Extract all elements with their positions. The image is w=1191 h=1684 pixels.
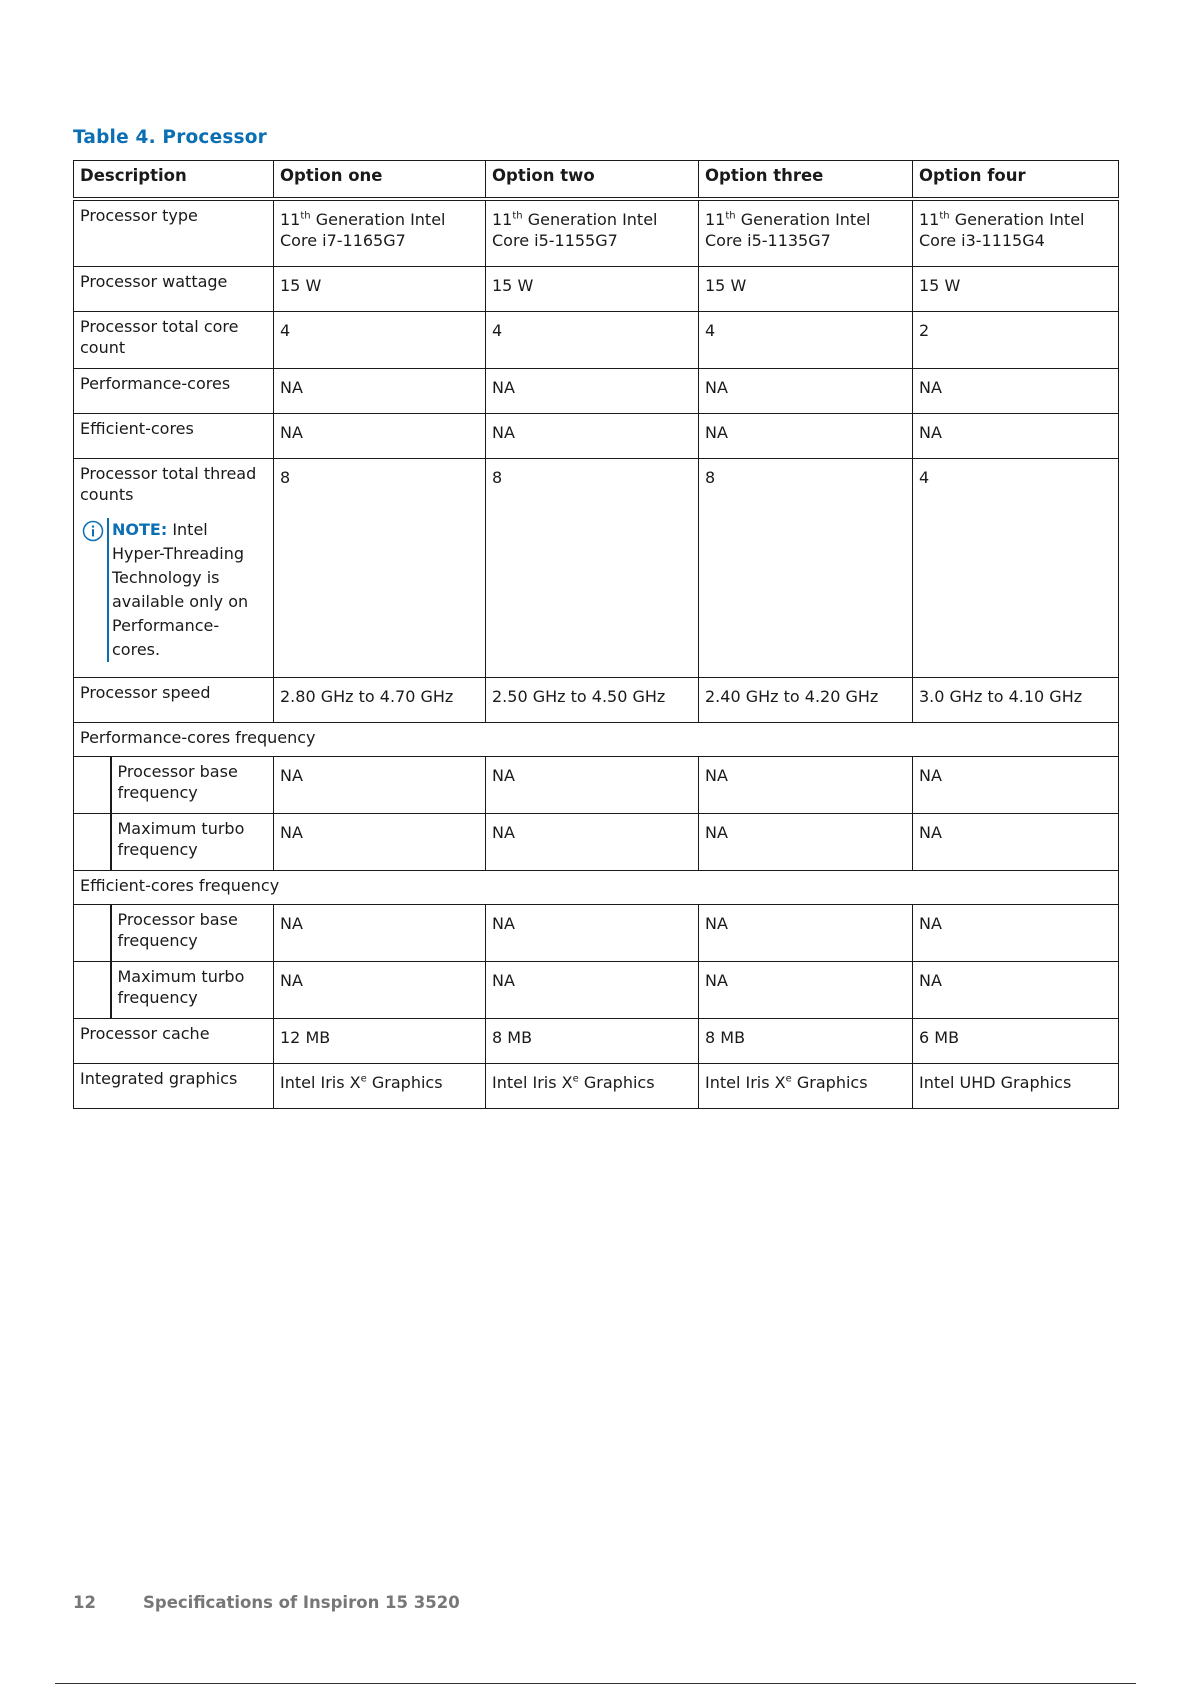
row-label: Maximum turbo frequency bbox=[111, 962, 274, 1019]
table-row bbox=[74, 312, 1119, 369]
table-row bbox=[74, 459, 1119, 678]
table-cell: NA bbox=[913, 814, 1119, 871]
footer-section-title: Specifications of Inspiron 15 3520 bbox=[143, 1593, 460, 1612]
table-cell: NA bbox=[699, 814, 913, 871]
table-cell: NA bbox=[486, 814, 699, 871]
row-label: Processor speed bbox=[74, 678, 274, 723]
note-text: NOTE: Intel Hyper-Threading Technology is available only on Performance-cores. bbox=[107, 518, 262, 662]
note-label: NOTE: bbox=[112, 520, 168, 539]
table-cell: Intel UHD Graphics bbox=[913, 1064, 1119, 1109]
table-cell: NA bbox=[486, 369, 699, 414]
row-label: Processor cache bbox=[74, 1019, 274, 1064]
table-cell: 8 bbox=[699, 459, 913, 678]
table-cell: 3.0 GHz to 4.10 GHz bbox=[913, 678, 1119, 723]
row-label: Maximum turbo frequency bbox=[111, 814, 274, 871]
table-cell: 4 bbox=[274, 312, 486, 369]
table-cell: NA bbox=[699, 369, 913, 414]
table-cell: NA bbox=[486, 757, 699, 814]
row-label: Performance-cores bbox=[74, 369, 274, 414]
table-cell: 8 bbox=[486, 459, 699, 678]
header-option-three: Option three bbox=[699, 161, 913, 200]
table-row bbox=[74, 814, 1119, 871]
table-row bbox=[74, 757, 1119, 814]
table-cell: 15 W bbox=[486, 267, 699, 312]
processor-type-cell: 11th Generation Intel Core i7-1165G7 bbox=[274, 199, 486, 267]
table-cell: NA bbox=[486, 905, 699, 962]
table-row bbox=[74, 369, 1119, 414]
table-cell: NA bbox=[274, 962, 486, 1019]
page-number: 12 bbox=[73, 1593, 96, 1612]
table-cell: 8 MB bbox=[699, 1019, 913, 1064]
table-cell: 6 MB bbox=[913, 1019, 1119, 1064]
processor-type-cell: 11th Generation Intel Core i5-1155G7 bbox=[486, 199, 699, 267]
table-cell: NA bbox=[486, 962, 699, 1019]
header-description: Description bbox=[74, 161, 274, 200]
row-label: Processor total thread counts NOTE: Intel Hyper-Threading Technology is available only on Performance-cores. bbox=[74, 459, 274, 678]
table-row bbox=[74, 199, 1119, 267]
table-cell: NA bbox=[913, 414, 1119, 459]
table-cell: 2 bbox=[913, 312, 1119, 369]
table-row bbox=[74, 267, 1119, 312]
row-label: Processor base frequency bbox=[111, 757, 274, 814]
table-cell: 4 bbox=[913, 459, 1119, 678]
section-row bbox=[74, 871, 1119, 905]
table-cell: 4 bbox=[486, 312, 699, 369]
row-label: Processor wattage bbox=[74, 267, 274, 312]
table-row bbox=[74, 1064, 1119, 1109]
table-row bbox=[74, 962, 1119, 1019]
indent-cell bbox=[74, 962, 111, 1019]
table-cell: Intel Iris Xe Graphics bbox=[486, 1064, 699, 1109]
processor-table bbox=[73, 160, 1119, 1109]
table-cell: NA bbox=[699, 757, 913, 814]
row-label: Efficient-cores bbox=[74, 414, 274, 459]
processor-type-cell: 11th Generation Intel Core i3-1115G4 bbox=[913, 199, 1119, 267]
row-label: Processor type bbox=[74, 199, 274, 267]
table-cell: 15 W bbox=[699, 267, 913, 312]
table-cell: NA bbox=[913, 962, 1119, 1019]
table-cell: 2.80 GHz to 4.70 GHz bbox=[274, 678, 486, 723]
row-label: Integrated graphics bbox=[74, 1064, 274, 1109]
header-option-two: Option two bbox=[486, 161, 699, 200]
table-row bbox=[74, 678, 1119, 723]
table-cell: 8 bbox=[274, 459, 486, 678]
table-cell: 12 MB bbox=[274, 1019, 486, 1064]
table-cell: NA bbox=[274, 814, 486, 871]
row-label: Processor base frequency bbox=[111, 905, 274, 962]
processor-type-cell: 11th Generation Intel Core i5-1135G7 bbox=[699, 199, 913, 267]
indent-cell bbox=[74, 814, 111, 871]
note-box bbox=[82, 518, 267, 662]
table-cell: 2.50 GHz to 4.50 GHz bbox=[486, 678, 699, 723]
table-cell: NA bbox=[913, 905, 1119, 962]
table-row bbox=[74, 1019, 1119, 1064]
table-cell: 4 bbox=[699, 312, 913, 369]
table-row bbox=[74, 414, 1119, 459]
indent-cell bbox=[74, 905, 111, 962]
table-cell: Intel Iris Xe Graphics bbox=[699, 1064, 913, 1109]
table-cell: 15 W bbox=[274, 267, 486, 312]
table-cell: NA bbox=[699, 905, 913, 962]
table-cell: 2.40 GHz to 4.20 GHz bbox=[699, 678, 913, 723]
table-cell: 8 MB bbox=[486, 1019, 699, 1064]
table-cell: NA bbox=[699, 414, 913, 459]
section-label: Performance-cores frequency bbox=[74, 723, 1119, 757]
row-label: Processor total core count bbox=[74, 312, 274, 369]
table-cell: Intel Iris Xe Graphics bbox=[274, 1064, 486, 1109]
table-cell: NA bbox=[486, 414, 699, 459]
header-option-one: Option one bbox=[274, 161, 486, 200]
table-header-row bbox=[74, 161, 1119, 200]
table-cell: NA bbox=[274, 757, 486, 814]
table-cell: 15 W bbox=[913, 267, 1119, 312]
table-title: Table 4. Processor bbox=[73, 127, 267, 148]
table-cell: NA bbox=[274, 414, 486, 459]
table-cell: NA bbox=[699, 962, 913, 1019]
table-cell: NA bbox=[913, 369, 1119, 414]
table-cell: NA bbox=[274, 369, 486, 414]
section-label: Efficient-cores frequency bbox=[74, 871, 1119, 905]
indent-cell bbox=[74, 757, 111, 814]
table-cell: NA bbox=[913, 757, 1119, 814]
info-circle-icon bbox=[82, 520, 104, 542]
table-cell: NA bbox=[274, 905, 486, 962]
header-option-four: Option four bbox=[913, 161, 1119, 200]
table-row bbox=[74, 905, 1119, 962]
section-row bbox=[74, 723, 1119, 757]
